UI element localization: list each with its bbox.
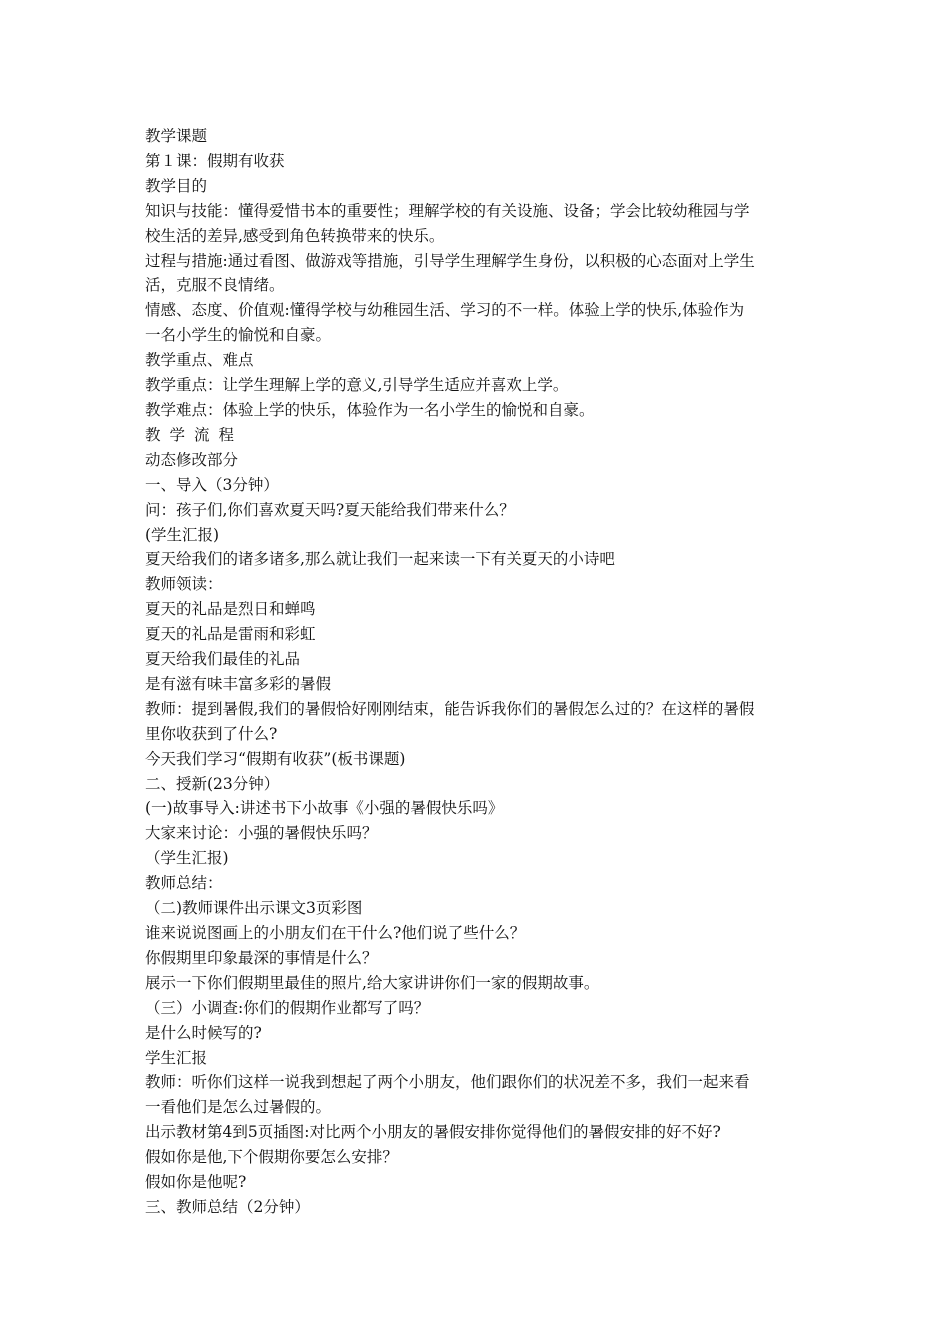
paragraph-line: 一名小学生的愉悦和自豪。 bbox=[145, 326, 332, 345]
paragraph-line: 是什么时候写的? bbox=[145, 1023, 262, 1042]
paragraph-line: (一)故事导入:讲述书下小故事《小强的暑假快乐吗》 bbox=[145, 799, 504, 818]
paragraph-line: 假如你是他,下个假期你要怎么安排？ bbox=[145, 1148, 398, 1167]
paragraph-line: 教学重点：让学生理解上学的意义,引导学生适应并喜欢上学。 bbox=[145, 376, 569, 395]
section-heading-intro: 一、导入（3分钟） bbox=[145, 475, 279, 494]
paragraph-line: 校生活的差异,感受到角色转换带来的快乐。 bbox=[145, 226, 445, 245]
paragraph-line: （学生汇报) bbox=[145, 849, 229, 868]
paragraph-line: 动态修改部分 bbox=[145, 450, 239, 469]
paragraph-line: 过程与措施:通过看图、做游戏等措施，引导学生理解学生身份，以积极的心态面对上学生 bbox=[145, 251, 755, 270]
section-heading-process: 教学流程 bbox=[145, 425, 244, 444]
paragraph-line: 教师：听你们这样一说我到想起了两个小朋友，他们跟你们的状况差不多，我们一起来看 bbox=[145, 1073, 750, 1092]
paragraph-line: 夏天给我们的诸多诸多,那么就让我们一起来读一下有关夏天的小诗吧 bbox=[145, 550, 615, 569]
paragraph-line: （二)教师课件出示课文3页彩图 bbox=[145, 899, 363, 918]
poem-line: 夏天给我们最佳的礼品 bbox=[145, 650, 301, 669]
paragraph-line: 教师总结： bbox=[145, 874, 223, 893]
paragraph-line: 里你收获到了什么? bbox=[145, 724, 278, 743]
paragraph-line: 一看他们是怎么过暑假的。 bbox=[145, 1098, 332, 1117]
paragraph-line: 今天我们学习“假期有收获”(板书课题) bbox=[145, 749, 406, 768]
paragraph-line: (学生汇报) bbox=[145, 525, 220, 544]
paragraph-line: 教师领读： bbox=[145, 575, 223, 594]
paragraph-line: 展示一下你们假期里最佳的照片,给大家讲讲你们一家的假期故事。 bbox=[145, 973, 600, 992]
paragraph-line: 谁来说说图画上的小朋友们在干什么?他们说了些什么？ bbox=[145, 924, 526, 942]
paragraph-line: 你假期里印象最深的事情是什么？ bbox=[145, 948, 378, 967]
paragraph-line: 出示教材第4到5页插图:对比两个小朋友的暑假安排你觉得他们的暑假安排的好不好? bbox=[145, 1123, 721, 1142]
paragraph-line: 假如你是他呢? bbox=[145, 1173, 247, 1192]
section-heading-objectives: 教学目的 bbox=[145, 176, 208, 195]
paragraph-line: 问：孩子们,你们喜欢夏天吗?夏天能给我们带来什么？ bbox=[145, 500, 515, 519]
poem-line: 夏天的礼品是烈日和蝉鸣 bbox=[145, 600, 316, 619]
section-heading-topic: 教学课题 bbox=[145, 127, 208, 145]
paragraph-line: 知识与技能：懂得爱惜书本的重要性；理解学校的有关设施、设备；学会比较幼稚园与学 bbox=[145, 201, 750, 220]
paragraph-line: 学生汇报 bbox=[145, 1048, 208, 1067]
paragraph-line: 教学难点：体验上学的快乐，体验作为一名小学生的愉悦和自豪。 bbox=[145, 400, 595, 419]
section-heading-summary: 三、教师总结（2分钟） bbox=[145, 1197, 310, 1216]
paragraph-line: 大家来讨论：小强的暑假快乐吗？ bbox=[145, 824, 378, 843]
section-heading-new-lesson: 二、授新(23分钟） bbox=[145, 774, 280, 793]
paragraph-line: 情感、态度、价值观:懂得学校与幼稚园生活、学习的不一样。体验上学的快乐,体验作为 bbox=[145, 301, 745, 320]
poem-line: 是有滋有味丰富多彩的暑假 bbox=[145, 674, 332, 693]
lesson-title: 第１课：假期有收获 bbox=[145, 151, 285, 170]
paragraph-line: 活，克服不良情绪。 bbox=[145, 276, 285, 295]
poem-line: 夏天的礼品是雷雨和彩虹 bbox=[145, 625, 316, 644]
paragraph-line: 教师：提到暑假,我们的暑假恰好刚刚结束，能告诉我你们的暑假怎么过的？在这样的暑假 bbox=[145, 699, 755, 718]
paragraph-line: （三）小调查:你们的假期作业都写了吗？ bbox=[145, 998, 430, 1017]
section-heading-key-points: 教学重点、难点 bbox=[145, 351, 254, 370]
document-body bbox=[145, 124, 815, 1220]
